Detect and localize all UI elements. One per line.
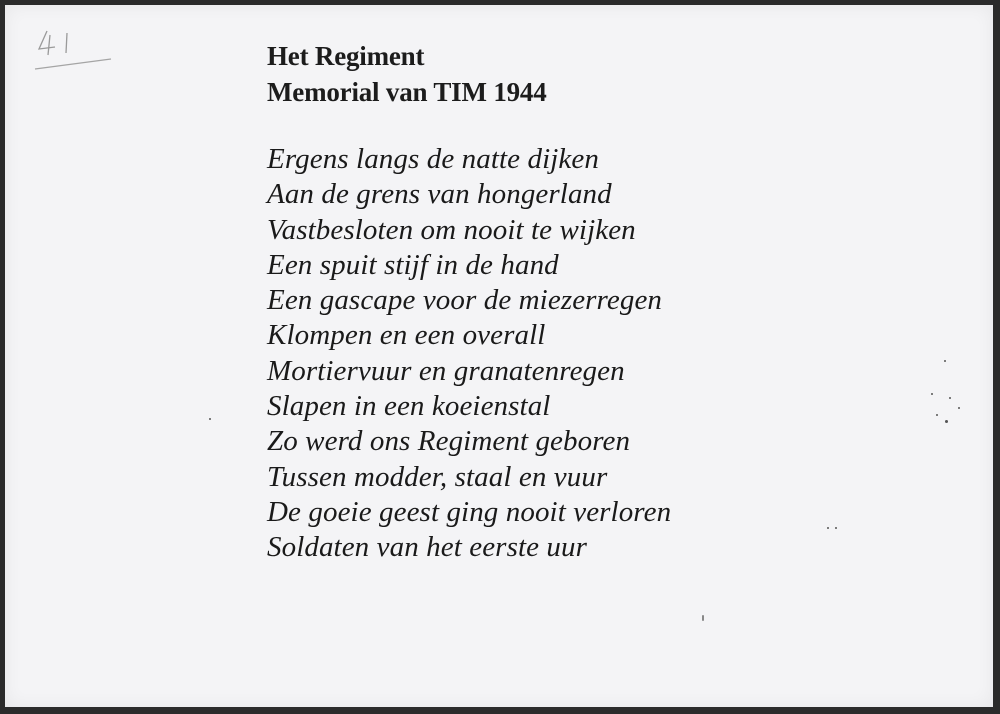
poem-line: Ergens langs de natte dijken (267, 143, 599, 175)
paper-speck (835, 527, 837, 529)
paper-speck (209, 418, 211, 420)
document-subtitle: Memorial van TIM 1944 (267, 77, 547, 107)
poem-line: Zo werd ons Regiment geboren (267, 425, 631, 458)
poem-line: Aan de grens van hongerland (267, 178, 612, 211)
paper-speck (931, 393, 933, 395)
paper-speck (827, 527, 829, 529)
poem-line: Soldaten van het eerste uur (267, 531, 588, 564)
poem-line: De goeie geest ging nooit verloren (267, 495, 672, 528)
poem-line: Tussen modder, staal en vuur (267, 460, 608, 493)
pencil-annotation (33, 25, 123, 75)
poem (267, 142, 671, 566)
paper-speck (958, 407, 960, 409)
paper-speck (702, 615, 704, 621)
poem-line: Een spuit stijf in de hand (267, 248, 559, 281)
document-title: Het Regiment (267, 41, 425, 71)
document-page (5, 5, 993, 707)
poem-line: Klompen en een overall (267, 319, 546, 352)
poem-line: Mortiervuur en granatenregen (267, 354, 625, 387)
paper-speck (944, 360, 946, 362)
poem-line: Slapen in een koeienstal (267, 390, 551, 423)
paper-speck (945, 420, 948, 423)
poem-line: Vastbesloten om nooit te wijken (267, 213, 636, 246)
poem-line: Een gascape voor de miezerregen (267, 284, 663, 317)
paper-speck (949, 397, 951, 399)
paper-speck (936, 414, 938, 416)
